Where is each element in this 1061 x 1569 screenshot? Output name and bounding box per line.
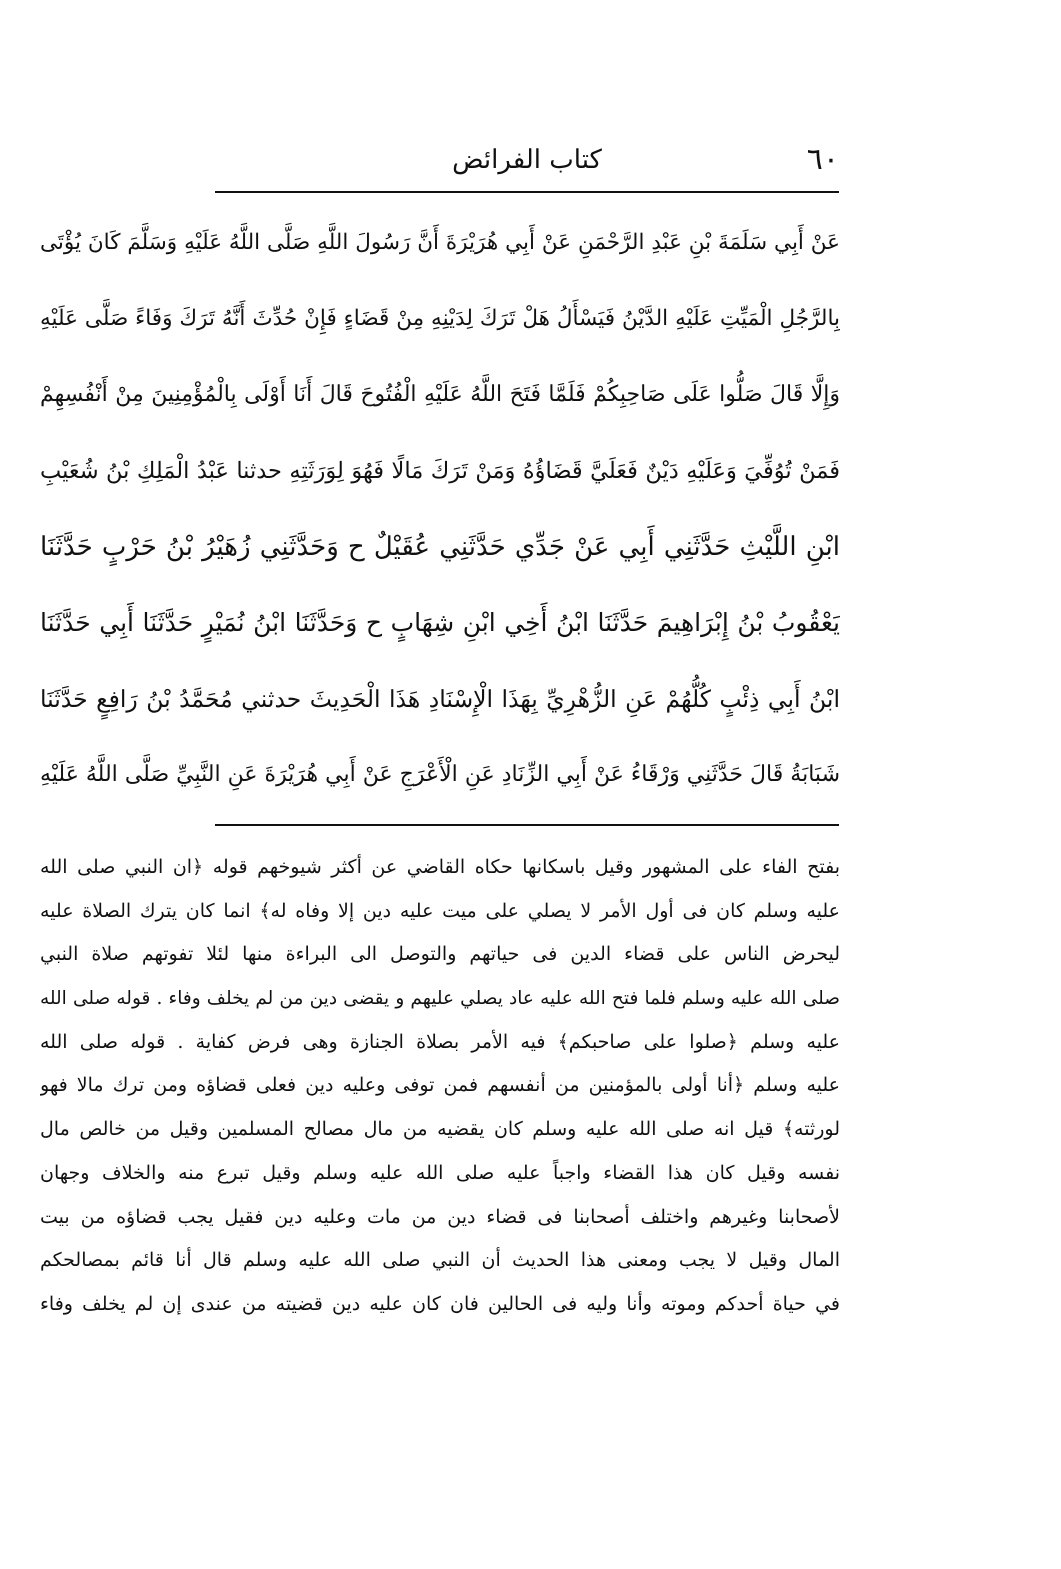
commentary-line: بفتح الفاء على المشهور وقيل باسكانها حكاه القاضي عن أكثر شيوخهم قوله ﴿ان النبي صلى الله [40, 856, 840, 878]
hadith-line: فَمَنْ تُوُفِّيَ وَعَلَيْهِ دَيْنٌ فَعَلَيَّ قَضَاؤُهُ وَمَنْ تَرَكَ مَالًا فَهُوَ لِوَرَثَتِهِ حدثنا عَبْدُ الْمَلِكِ بْنُ شُعَيْبِ [40, 458, 840, 484]
commentary-line: نفسه وقيل كان هذا القضاء واجباً عليه صلى الله عليه وسلم وقيل تبرع منه والخلاف وجهان [40, 1161, 840, 1184]
commentary-line: صلى الله عليه وسلم فلما فتح الله عليه عاد يصلي عليهم و يقضى دين من لم يخلف وفاء . قوله صلى الله [40, 988, 840, 1010]
hadith-line: وَإِلَّا قَالَ صَلُّوا عَلَى صَاحِبِكُمْ فَلَمَّا فَتَحَ اللَّهُ عَلَيْهِ الْفُتُوحَ قَالَ أَنَا أَوْلَى بِالْمُؤْمِنِينَ مِنْ أَنْفُسِهِمْ [40, 382, 840, 407]
commentary-line: عليه وسلم ﴿أنا أولى بالمؤمنين من أنفسهم فمن توفى وعليه دين فعلى قضاؤه ومن ترك مالا فهو [40, 1074, 840, 1097]
hadith-text [40, 205, 840, 813]
commentary-line: في حياة أحدكم وموته وأنا وليه فى الحالين فان كان عليه دين قضيته من عندى إن لم يخلف وفاء [40, 1292, 840, 1315]
commentary-line: المال وقيل لا يجب ومعنى هذا الحديث أن النبي صلى الله عليه وسلم قال أنا قائم بمصالحكم [40, 1249, 840, 1272]
hadith-line: يَعْقُوبُ بْنُ إِبْرَاهِيمَ حَدَّثَنَا ابْنُ أَخِي ابْنِ شِهَابٍ ح وَحَدَّثَنَا ابْنُ نُمَيْرٍ حَدَّثَنَا أَبِي حَدَّثَنَا [40, 608, 840, 637]
page-number: ٦٠ [806, 142, 839, 177]
hadith-line: ابْنُ أَبِي ذِئْبٍ كُلُّهُمْ عَنِ الزُّهْرِيِّ بِهَذَا الْإِسْنَادِ هَذَا الْحَدِيثَ حدثني مُحَمَّدُ بْنُ رَافِعٍ حَدَّثَنَا [40, 685, 840, 713]
header-divider [215, 191, 839, 193]
commentary-line: ليحرض الناس على قضاء الدين فى حياتهم والتوصل الى البراءة منها لئلا تفوتهم صلاة النبي [40, 943, 840, 966]
commentary-line: لورثته﴾ قيل انه صلى الله عليه وسلم كان يقضيه من مال مصالح المسلمين وقيل من خالص مال [40, 1118, 840, 1141]
hadith-line: بِالرَّجُلِ الْمَيِّتِ عَلَيْهِ الدَّيْنُ فَيَسْأَلُ هَلْ تَرَكَ لِدَيْنِهِ مِنْ قَضَاءٍ فَإِنْ حُدِّثَ أَنَّهُ تَرَكَ وَفَاءً صَلَّى عَلَيْهِ [40, 306, 840, 331]
commentary-line: عليه وسلم كان فى أول الأمر لا يصلي على ميت عليه دين إلا وفاه له﴾ انما كان يترك الصلاة عليه [40, 899, 840, 922]
commentary-divider [215, 824, 839, 826]
chapter-title: كتاب الفرائض [452, 145, 602, 175]
commentary-line: عليه وسلم ﴿صلوا على صاحبكم﴾ فيه الأمر بصلاة الجنازة وهى فرض كفاية . قوله صلى الله [40, 1030, 840, 1053]
hadith-line: ابْنِ اللَّيْثِ حَدَّثَنِي أَبِي عَنْ جَدِّي حَدَّثَنِي عُقَيْلٌ ح وَحَدَّثَنِي زُهَيْرُ بْنُ حَرْبٍ حَدَّثَنَا [40, 532, 840, 562]
commentary-text [40, 846, 840, 1327]
commentary-line: لأصحابنا وغيرهم واختلف أصحابنا فى قضاء دين من مات وعليه دين فقيل يجب قضاؤه من بيت [40, 1205, 840, 1228]
page-header [215, 140, 839, 184]
hadith-line: شَبَابَةُ قَالَ حَدَّثَنِي وَرْقَاءُ عَنْ أَبِي الزِّنَادِ عَنِ الْأَعْرَجِ عَنْ أَبِي هُرَيْرَةَ عَنِ النَّبِيِّ صَلَّى اللَّهُ عَلَيْهِ [40, 762, 840, 787]
hadith-line: عَنْ أَبِي سَلَمَةَ بْنِ عَبْدِ الرَّحْمَنِ عَنْ أَبِي هُرَيْرَةَ أَنَّ رَسُولَ اللَّهِ صَلَّى اللَّهُ عَلَيْهِ وَسَلَّمَ كَانَ يُؤْتَى [40, 230, 840, 255]
